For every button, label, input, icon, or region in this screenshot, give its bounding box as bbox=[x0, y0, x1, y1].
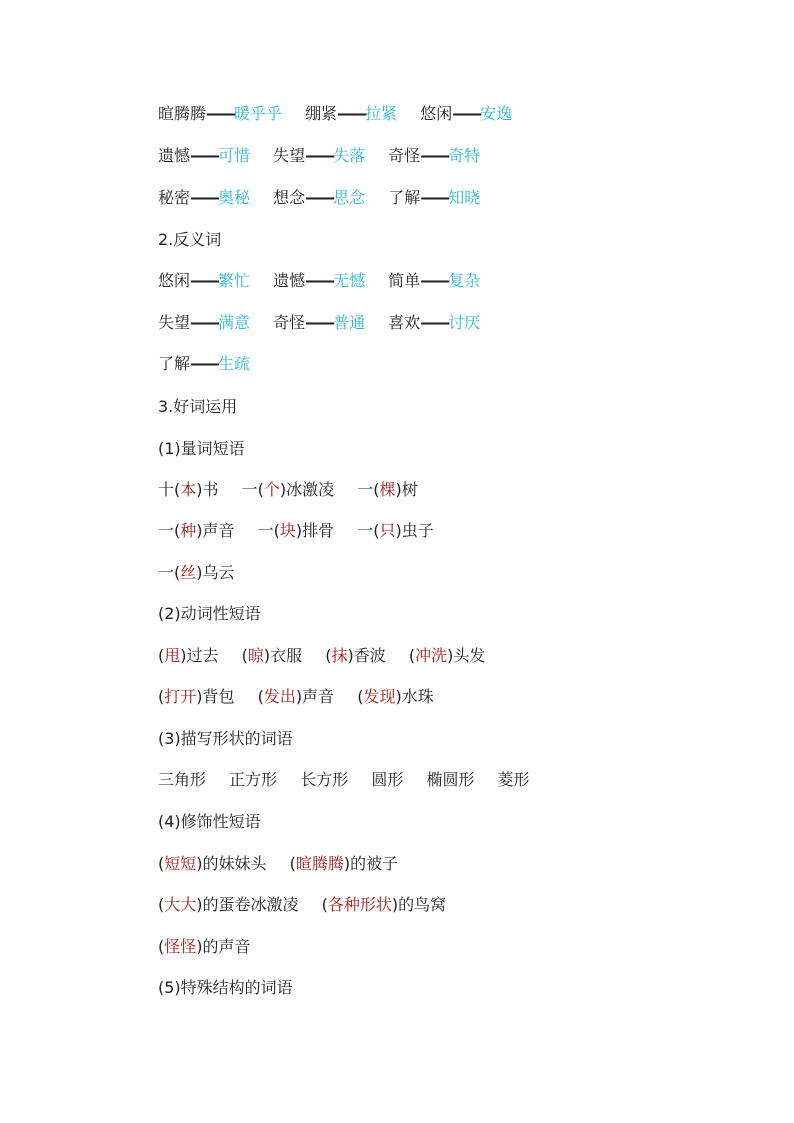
word: 了解 bbox=[158, 354, 191, 373]
answer: 无憾 bbox=[333, 271, 366, 290]
shape-word: 正方形 bbox=[229, 770, 278, 789]
word: 了解 bbox=[388, 188, 421, 207]
synonym-row-3: 秘密——奥秘 想念——思念 了解——知晓 bbox=[158, 188, 481, 207]
word: 失望 bbox=[158, 313, 191, 332]
answer: 怪怪 bbox=[164, 937, 197, 956]
answer: 本 bbox=[180, 480, 197, 499]
answer: 大大 bbox=[164, 895, 197, 914]
answer: 抹 bbox=[331, 646, 348, 665]
answer: 发现 bbox=[363, 687, 396, 706]
antonyms-heading: 2.反义词 bbox=[158, 230, 222, 249]
answer: 满意 bbox=[218, 313, 251, 332]
shape-row bbox=[158, 769, 530, 791]
answer: 繁忙 bbox=[218, 271, 251, 290]
verb-row-2: (打开)背包 (发出)声音 (发现)水珠 bbox=[158, 687, 434, 706]
answer: 晾 bbox=[247, 646, 264, 665]
word: 遗憾 bbox=[158, 146, 191, 165]
answer: 思念 bbox=[333, 188, 366, 207]
antonym-row-1: 悠闲——繁忙 遗憾——无憾 简单——复杂 bbox=[158, 271, 481, 290]
answer: 暄腾腾 bbox=[295, 854, 344, 873]
answer: 冲洗 bbox=[415, 646, 448, 665]
shape-heading: (3)描写形状的词语 bbox=[158, 729, 293, 748]
shape-word: 菱形 bbox=[497, 770, 530, 789]
synonym-row-2: 遗憾——可惜 失望——失落 奇怪——奇特 bbox=[158, 146, 481, 165]
modifier-row-3: (怪怪)的声音 bbox=[158, 937, 251, 956]
shape-word: 椭圆形 bbox=[426, 770, 475, 789]
verb-row-1: (甩)过去 (晾)衣服 (抹)香波 (冲洗)头发 bbox=[158, 646, 486, 665]
shape-word: 圆形 bbox=[371, 770, 404, 789]
answer: 拉紧 bbox=[365, 104, 398, 123]
answer: 个 bbox=[263, 480, 280, 499]
word: 奇怪 bbox=[388, 146, 421, 165]
measure-row-1: 十(本)书 一(个)冰激凌 一(棵)树 bbox=[158, 480, 418, 499]
answer: 生疏 bbox=[218, 354, 251, 373]
word: 失望 bbox=[273, 146, 306, 165]
answer: 普通 bbox=[333, 313, 366, 332]
word: 简单 bbox=[388, 271, 421, 290]
verb-heading: (2)动词性短语 bbox=[158, 604, 261, 623]
word: 悠闲 bbox=[158, 271, 191, 290]
word: 遗憾 bbox=[273, 271, 306, 290]
word: 暄腾腾 bbox=[158, 104, 207, 123]
answer: 块 bbox=[279, 521, 296, 540]
antonym-row-3: 了解——生疏 bbox=[158, 354, 251, 373]
synonym-row-1: 暄腾腾——暖乎乎 绷紧——拉紧 悠闲——安逸 bbox=[158, 104, 513, 123]
modifier-heading: (4)修饰性短语 bbox=[158, 812, 261, 831]
answer: 可惜 bbox=[218, 146, 251, 165]
word: 绷紧 bbox=[305, 104, 338, 123]
shape-word: 三角形 bbox=[158, 770, 207, 789]
word: 悠闲 bbox=[420, 104, 453, 123]
shape-word: 长方形 bbox=[300, 770, 349, 789]
answer: 各种形状 bbox=[327, 895, 392, 914]
special-heading: (5)特殊结构的词语 bbox=[158, 978, 293, 997]
answer: 种 bbox=[180, 521, 197, 540]
antonym-row-2: 失望——满意 奇怪——普通 喜欢——讨厌 bbox=[158, 313, 481, 332]
word: 秘密 bbox=[158, 188, 191, 207]
answer: 只 bbox=[379, 521, 396, 540]
measure-heading: (1)量词短语 bbox=[158, 439, 245, 458]
usage-heading: 3.好词运用 bbox=[158, 397, 238, 416]
word: 喜欢 bbox=[388, 313, 421, 332]
answer: 知晓 bbox=[448, 188, 481, 207]
answer: 复杂 bbox=[448, 271, 481, 290]
word: 想念 bbox=[273, 188, 306, 207]
answer: 奥秘 bbox=[218, 188, 251, 207]
answer: 暖乎乎 bbox=[234, 104, 283, 123]
answer: 甩 bbox=[164, 646, 181, 665]
modifier-row-2: (大大)的蛋卷冰激凌 (各种形状)的鸟窝 bbox=[158, 895, 447, 914]
answer: 短短 bbox=[164, 854, 197, 873]
answer: 棵 bbox=[379, 480, 396, 499]
answer: 失落 bbox=[333, 146, 366, 165]
modifier-row-1: (短短)的妹妹头 (暄腾腾)的被子 bbox=[158, 854, 399, 873]
measure-row-2: 一(种)声音 一(块)排骨 一(只)虫子 bbox=[158, 521, 434, 540]
word: 奇怪 bbox=[273, 313, 306, 332]
answer: 安逸 bbox=[480, 104, 513, 123]
answer: 发出 bbox=[263, 687, 296, 706]
answer: 奇特 bbox=[448, 146, 481, 165]
answer: 丝 bbox=[180, 563, 197, 582]
measure-row-3: 一(丝)乌云 bbox=[158, 563, 235, 582]
answer: 打开 bbox=[164, 687, 197, 706]
answer: 讨厌 bbox=[448, 313, 481, 332]
